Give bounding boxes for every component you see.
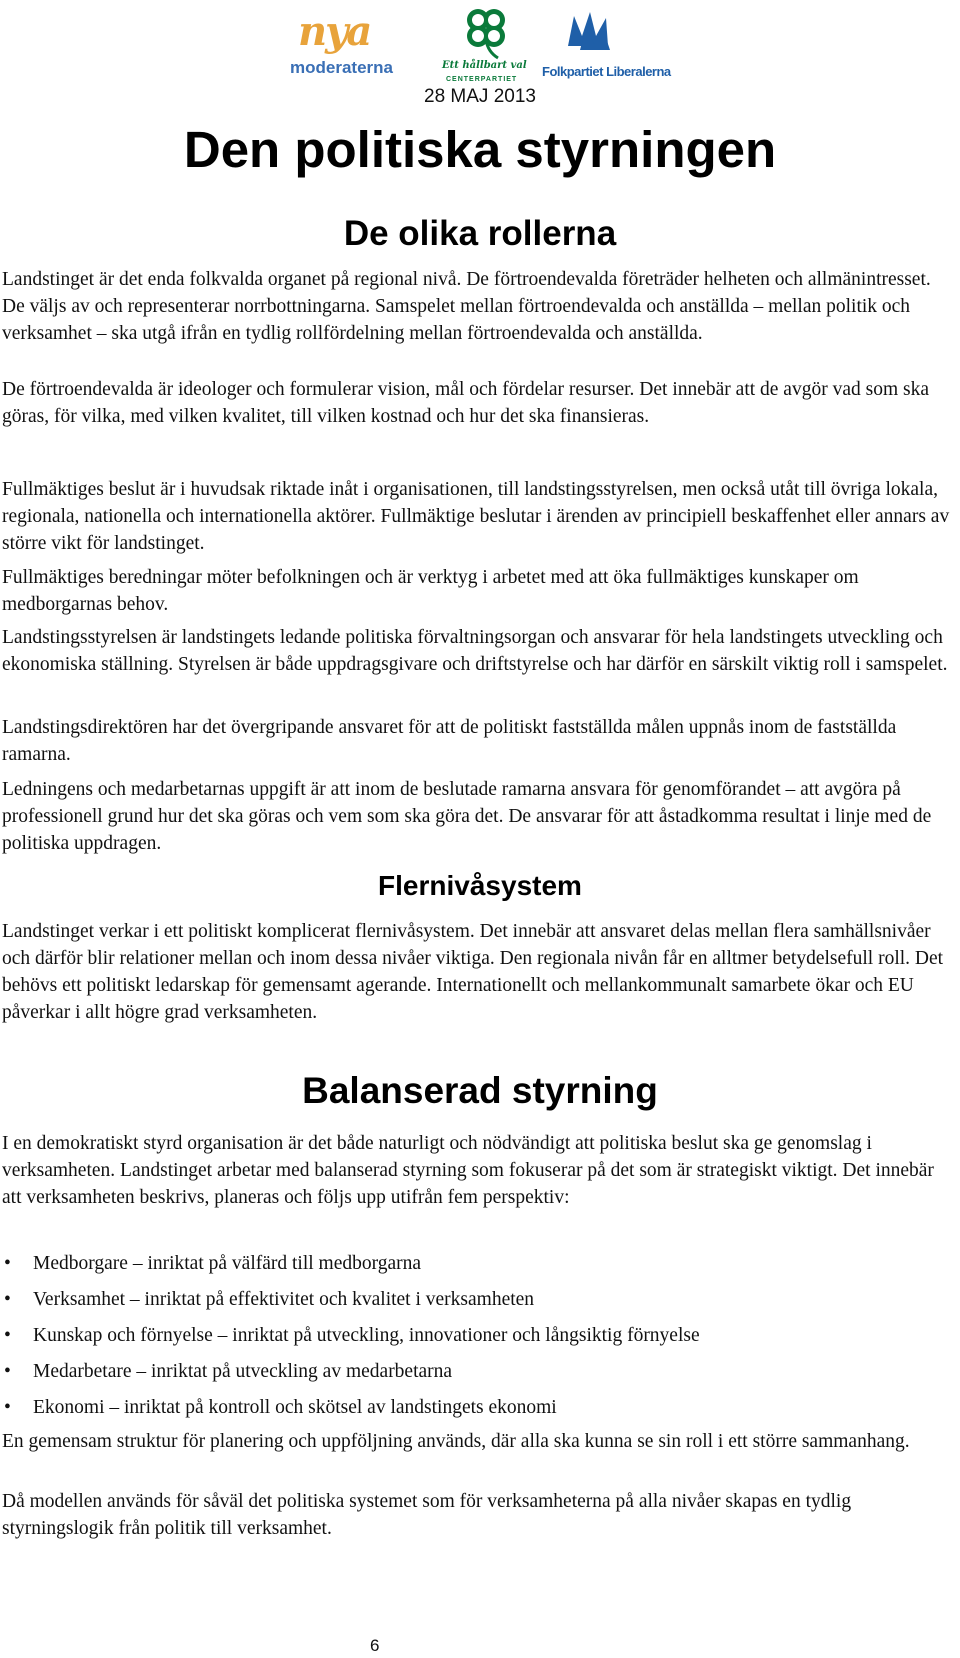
paragraph: Landstingsdirektören har det övergripande ansvaret för att de politiskt fastställda målen uppnås inom de fastställda ramarna. <box>2 717 897 765</box>
section-heading-roles: De olika rollerna <box>343 214 617 253</box>
moderaterna-logo-word: nya <box>298 8 371 55</box>
section-heading-balanced: Balanserad styrning <box>302 1070 658 1111</box>
list-item <box>0 1394 950 1430</box>
moderaterna-logo-name: moderaterna <box>290 58 393 77</box>
page-title: Den politiska styrningen <box>183 121 777 178</box>
paragraph: Landstinget verkar i ett politiskt komplicerat flernivåsystem. Det innebär att ansvaret delas mellan flera samhällsnivåer och därför blir relationer mellan och inom dessa nivåer viktiga. Den regionala nivån får en alltmer betydelsefull roll. Det behövs ett politiskt ledarskap för gemensamt agerande. Internationellt och mellankommunalt samarbete ökar och EU påverkar i allt högre grad verksamheten. <box>2 921 944 1023</box>
paragraph: Landstinget är det enda folkvalda organet på regional nivå. De förtroendevalda företräder helheten och allmänintresset. De väljs av och representerar norrbottningarna. Samspelet mellan förtroendevalda och anställda – mellan politik och verksamhet – ska utgå ifrån en tydlig rollfördelning mellan förtroendevalda och anställda. <box>2 269 931 344</box>
paragraph: Ledningens och medarbetarnas uppgift är att inom de beslutade ramarna ansvara för genomförandet – att avgöra på professionell grund hur det ska göras och vem som ska göra det. De ansvarar för att åstadkomma resultat i linje med de politiska uppdragen. <box>2 779 932 854</box>
centerpartiet-logo-name: CENTERPARTIET <box>446 76 518 83</box>
list-item <box>0 1358 950 1394</box>
bullet-icon: • <box>4 1397 11 1418</box>
list-item <box>0 1286 950 1322</box>
list-item-text: Medborgare – inriktat på välfärd till medborgarna <box>33 1253 422 1274</box>
paragraph: Då modellen används för såväl det politiska systemet som för verksamheterna på alla nivåer skapas en tydlig styrningslogik från politik till verksamhet. <box>2 1491 852 1539</box>
paragraph: Fullmäktiges beslut är i huvudsak riktade inåt i organisationen, till landstingsstyrelsen, men också utåt till övriga lokala, regionala, nationella och internationella aktörer. Fullmäktige beslutar i ärenden av principiell beskaffenhet eller annars av större vikt för landstinget. <box>2 479 950 554</box>
folkpartiet-logo <box>540 6 680 86</box>
paragraph: I en demokratiskt styrd organisation är det både naturligt och nödvändigt att politiska beslut ska ge genomslag i verksamheten. Landstinget arbetar med balanserad styrning som fokuserar på det som är strategiskt viktigt. Det innebär att verksamheten beskrivs, planeras och följs upp utifrån fem perspektiv: <box>2 1133 934 1208</box>
paragraph: Landstingsstyrelsen är landstingets ledande politiska förvaltningsorgan och ansvarar för hela landstingets utveckling och ekonomiska ställning. Styrelsen är både uppdragsgivare och driftstyrelse och har därför en särskilt viktig roll i samspelet. <box>2 627 948 675</box>
section-heading-levels: Flernivåsystem <box>378 870 582 901</box>
bullet-icon: • <box>4 1289 11 1310</box>
paragraph: En gemensam struktur för planering och uppföljning används, där alla ska kunna se sin roll i ett större sammanhang. <box>2 1431 910 1452</box>
list-item-text: Ekonomi – inriktat på kontroll och skötsel av landstingets ekonomi <box>33 1397 557 1418</box>
list-item-text: Verksamhet – inriktat på effektivitet och kvalitet i verksamheten <box>33 1289 535 1310</box>
paragraph: Fullmäktiges beredningar möter befolkningen och är verktyg i arbetet med att öka fullmäktiges kunskaper om medborgarnas behov. <box>2 567 859 615</box>
paragraph: De förtroendevalda är ideologer och formulerar vision, mål och fördelar resurser. Det innebär att de avgör vad som ska göras, för vilka, med vilken kvalitet, till vilken kostnad och hur det ska finansieras. <box>2 379 929 427</box>
bullet-icon: • <box>4 1361 11 1382</box>
list-item-text: Kunskap och förnyelse – inriktat på utveckling, innovationer och långsiktig förnyelse <box>33 1325 700 1346</box>
document-date: 28 MAJ 2013 <box>424 86 536 107</box>
page-number: 6 <box>370 1636 380 1655</box>
folkpartiet-logo-name: Folkpartiet Liberalerna <box>542 64 671 79</box>
list-item <box>0 1322 950 1358</box>
centerpartiet-logo <box>440 6 532 88</box>
perspective-list <box>0 1250 950 1430</box>
centerpartiet-logo-script: Ett hållbart val <box>442 60 527 71</box>
cornflower-icon <box>540 6 680 62</box>
list-item-text: Medarbetare – inriktat på utveckling av medarbetarna <box>33 1361 453 1382</box>
clover-icon <box>440 6 532 62</box>
moderaterna-logo <box>290 6 420 86</box>
party-logos <box>290 6 680 88</box>
bullet-icon: • <box>4 1253 11 1274</box>
list-item <box>0 1250 950 1286</box>
bullet-icon: • <box>4 1325 11 1346</box>
